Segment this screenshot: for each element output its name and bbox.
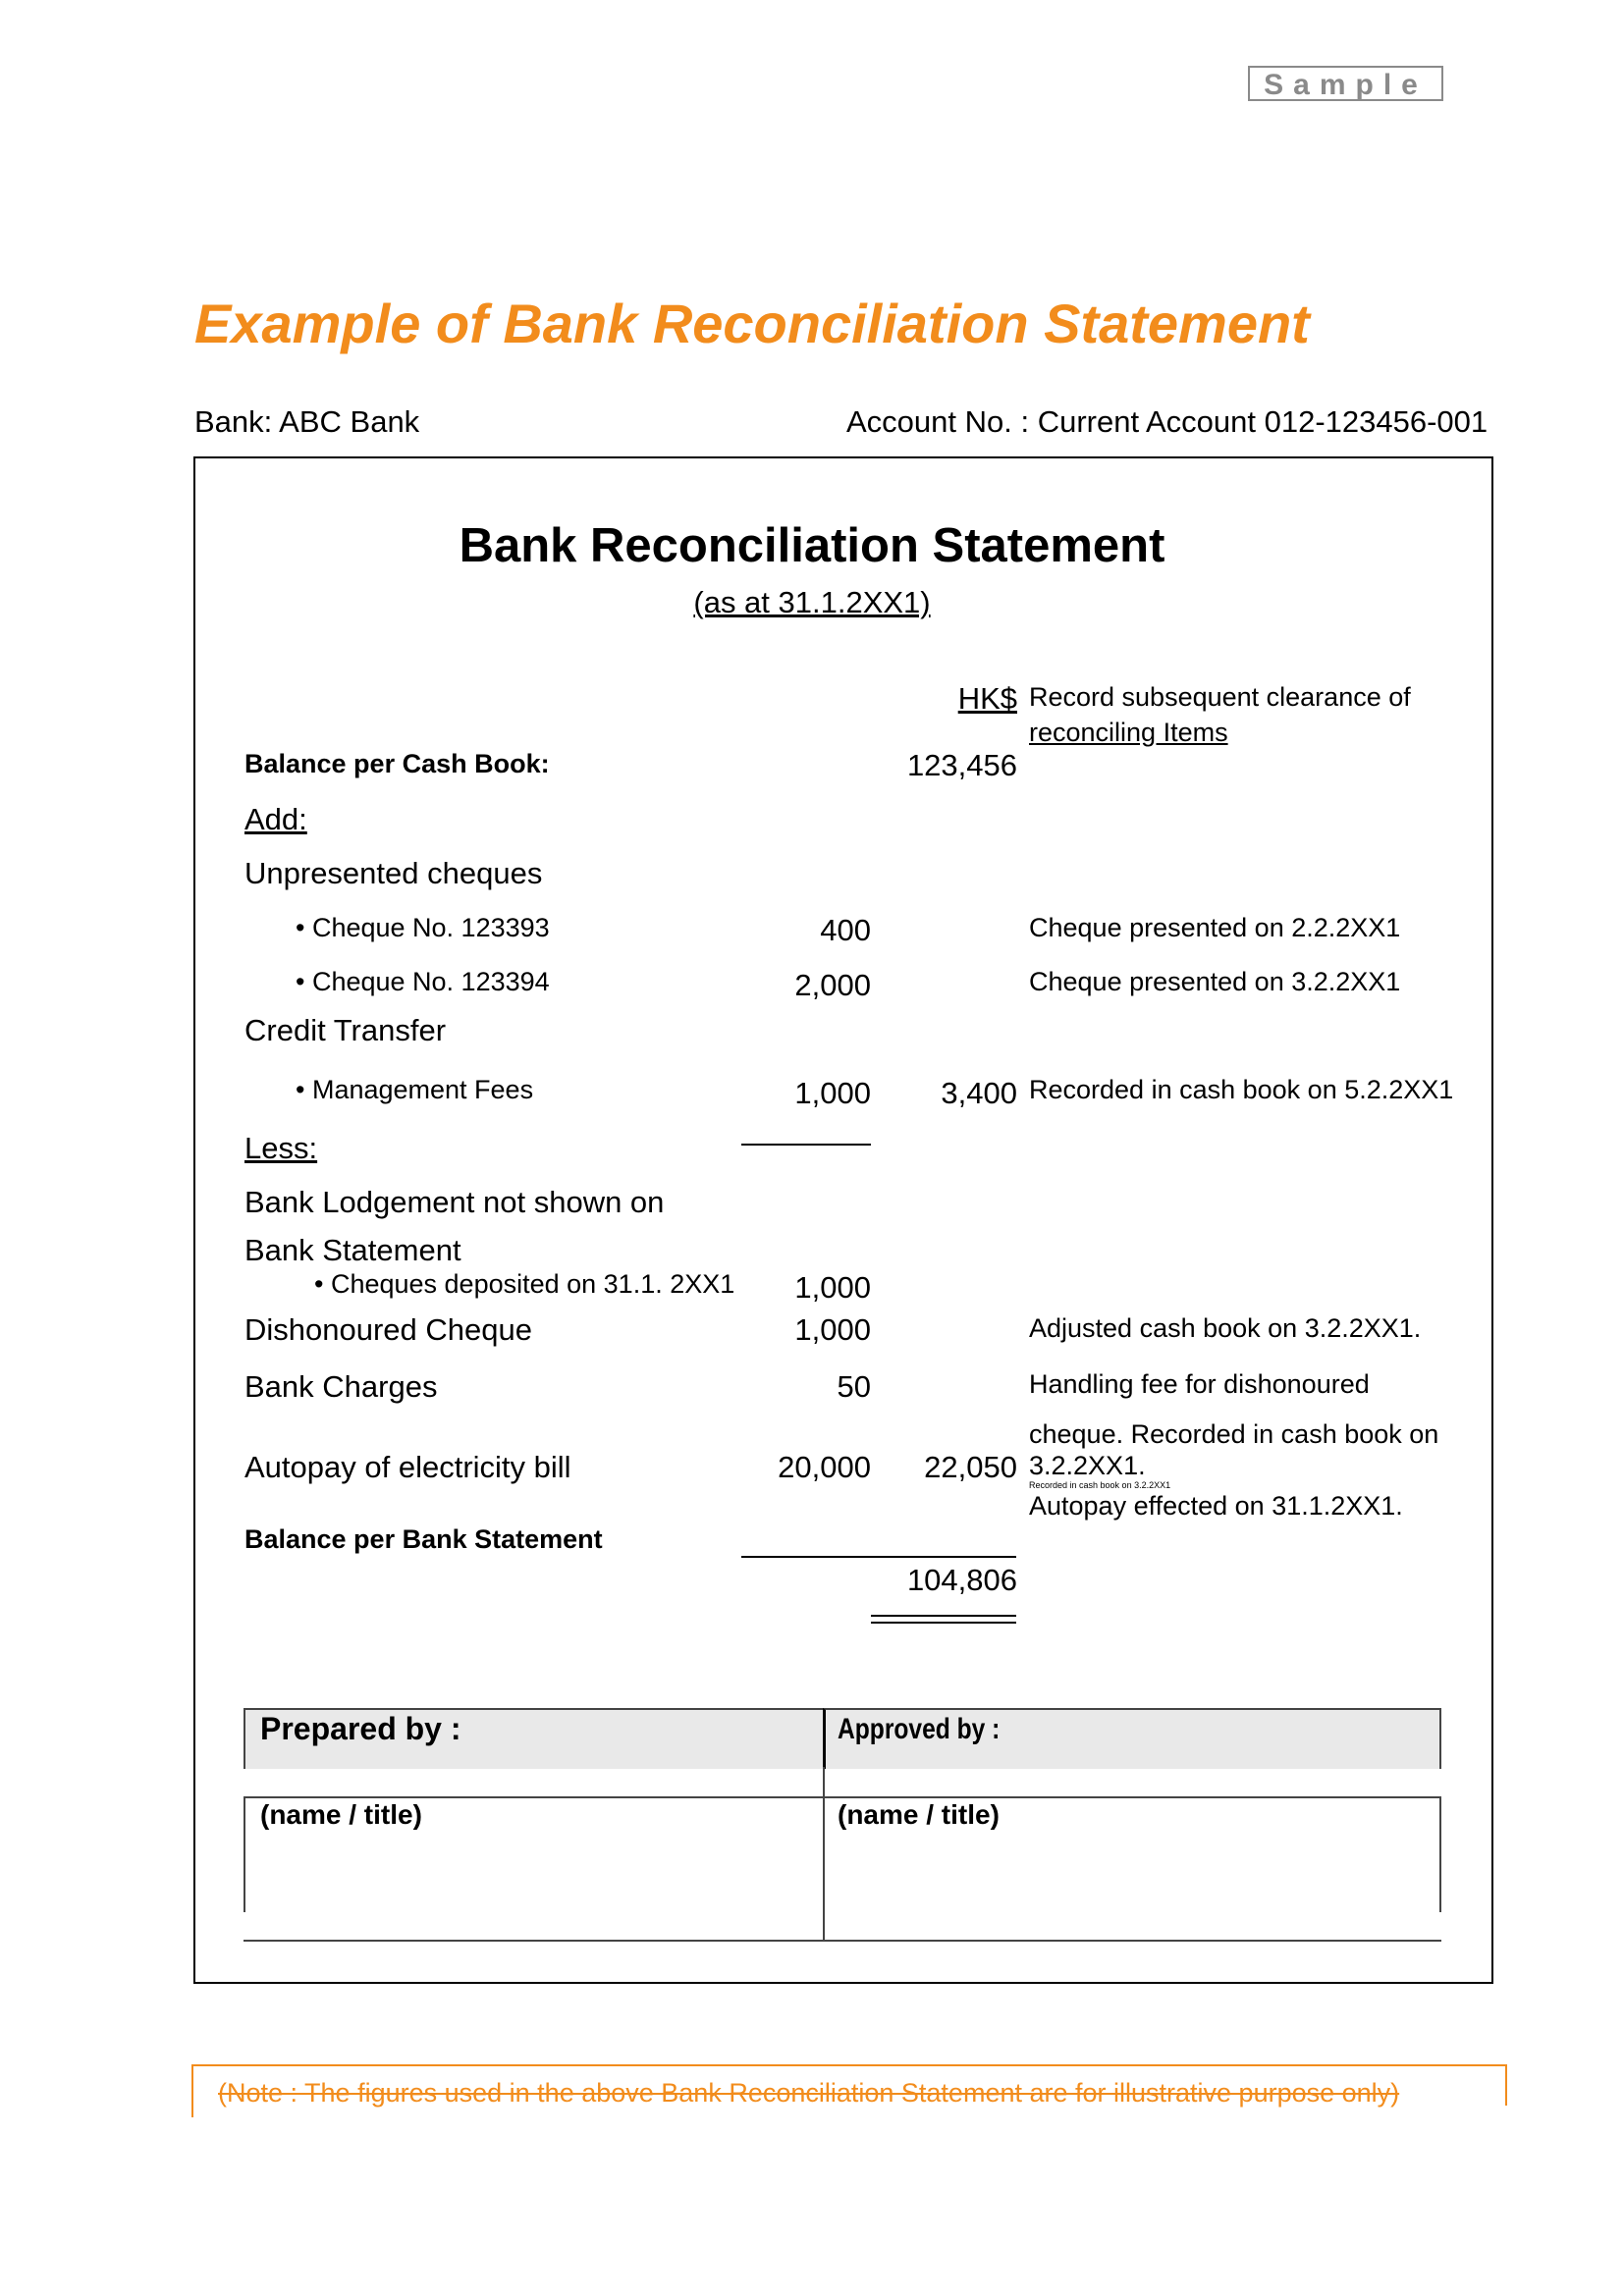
add-total-value: 3,400 [941, 1076, 1017, 1110]
balance-cash-book-label: Balance per Cash Book: [244, 749, 550, 778]
prepared-by-label: Prepared by : [260, 1711, 461, 1746]
unpresented-cheques-label: Unpresented cheques [244, 856, 543, 890]
bank-charges-label: Bank Charges [244, 1369, 438, 1404]
add-label: Add: [244, 802, 307, 836]
footnote-text: (Note : The figures used in the above Bank Reconciliation Statement are for illustrative purpose only) [218, 2078, 1400, 2108]
cheque-2-note: Cheque presented on 3.2.2XX1 [1029, 967, 1401, 996]
footnote-right-tick [1505, 2066, 1507, 2106]
management-fees-label: • Management Fees [296, 1075, 534, 1104]
dishonoured-cheque-label: Dishonoured Cheque [244, 1312, 532, 1347]
autopay-label: Autopay of electricity bill [244, 1450, 571, 1484]
statement-title: Bank Reconciliation Statement [459, 519, 1165, 572]
statement-date: (as at 31.1.2XX1) [693, 585, 931, 619]
management-fees-value: 1,000 [794, 1076, 871, 1110]
tiny-footnote: Recorded in cash book on 3.2.2XX1 [1029, 1480, 1171, 1490]
approved-by-label: Approved by : [838, 1713, 1001, 1745]
prepared-name-title: (name / title) [260, 1799, 422, 1830]
credit-transfer-label: Credit Transfer [244, 1013, 447, 1047]
notes-header-line2: reconciling Items [1029, 718, 1228, 747]
double-rule-bottom [871, 1622, 1016, 1624]
balance-bank-value: 104,806 [906, 1563, 1017, 1597]
cheque-2-label: • Cheque No. 123394 [296, 967, 550, 996]
total-rule [741, 1556, 1016, 1558]
footnote-box [191, 2064, 1507, 2117]
dishonoured-cheque-note: Adjusted cash book on 3.2.2XX1. [1029, 1313, 1422, 1343]
cheque-1-label: • Cheque No. 123393 [296, 913, 550, 942]
signoff-bottom-border [244, 1940, 1441, 1942]
autopay-value: 20,000 [778, 1450, 871, 1484]
statement-subtitle [0, 585, 1624, 620]
bank-charges-note-line1: Handling fee for dishonoured [1029, 1369, 1370, 1399]
notes-header-line1: Record subsequent clearance of [1029, 682, 1411, 712]
approved-name-title: (name / title) [838, 1799, 1000, 1830]
currency-header: HK$ [957, 681, 1017, 716]
subtotal-rule [741, 1144, 871, 1146]
less-label: Less: [244, 1131, 318, 1165]
signoff-right-border [1439, 1796, 1441, 1912]
balance-bank-label: Balance per Bank Statement [244, 1524, 603, 1554]
management-fees-note: Recorded in cash book on 5.2.2XX1 [1029, 1075, 1454, 1104]
sample-badge: Sample [1248, 66, 1443, 101]
cheque-1-value: 400 [820, 913, 871, 947]
page-title: Example of Bank Reconciliation Statement [194, 293, 1310, 354]
account-number: Account No. : Current Account 012-123456-001 [846, 404, 1489, 439]
signoff-divider [244, 1796, 1441, 1798]
less-total-value: 22,050 [924, 1450, 1017, 1484]
double-rule-top [871, 1615, 1016, 1617]
signoff-center-border [823, 1767, 825, 1942]
bank-name: Bank: ABC Bank [194, 404, 420, 439]
lodgement-label-line2: Bank Statement [244, 1233, 461, 1267]
bank-charges-note-line2: cheque. Recorded in cash book on [1029, 1419, 1439, 1449]
cheque-1-note: Cheque presented on 2.2.2XX1 [1029, 913, 1401, 942]
balance-cash-book-value: 123,456 [906, 748, 1017, 782]
cheques-deposited-value: 1,000 [794, 1270, 871, 1305]
autopay-note: Autopay effected on 31.1.2XX1. [1029, 1491, 1403, 1521]
signoff-left-border [244, 1796, 245, 1912]
cheque-2-value: 2,000 [794, 968, 871, 1002]
dishonoured-cheque-value: 1,000 [794, 1312, 871, 1347]
cheques-deposited-label: • Cheques deposited on 31.1. 2XX1 [314, 1269, 735, 1299]
bank-charges-note-line3: 3.2.2XX1. [1029, 1451, 1146, 1480]
signoff-table [244, 1708, 1441, 1944]
bank-charges-value: 50 [837, 1369, 871, 1404]
lodgement-label-line1: Bank Lodgement not shown on [244, 1185, 665, 1219]
